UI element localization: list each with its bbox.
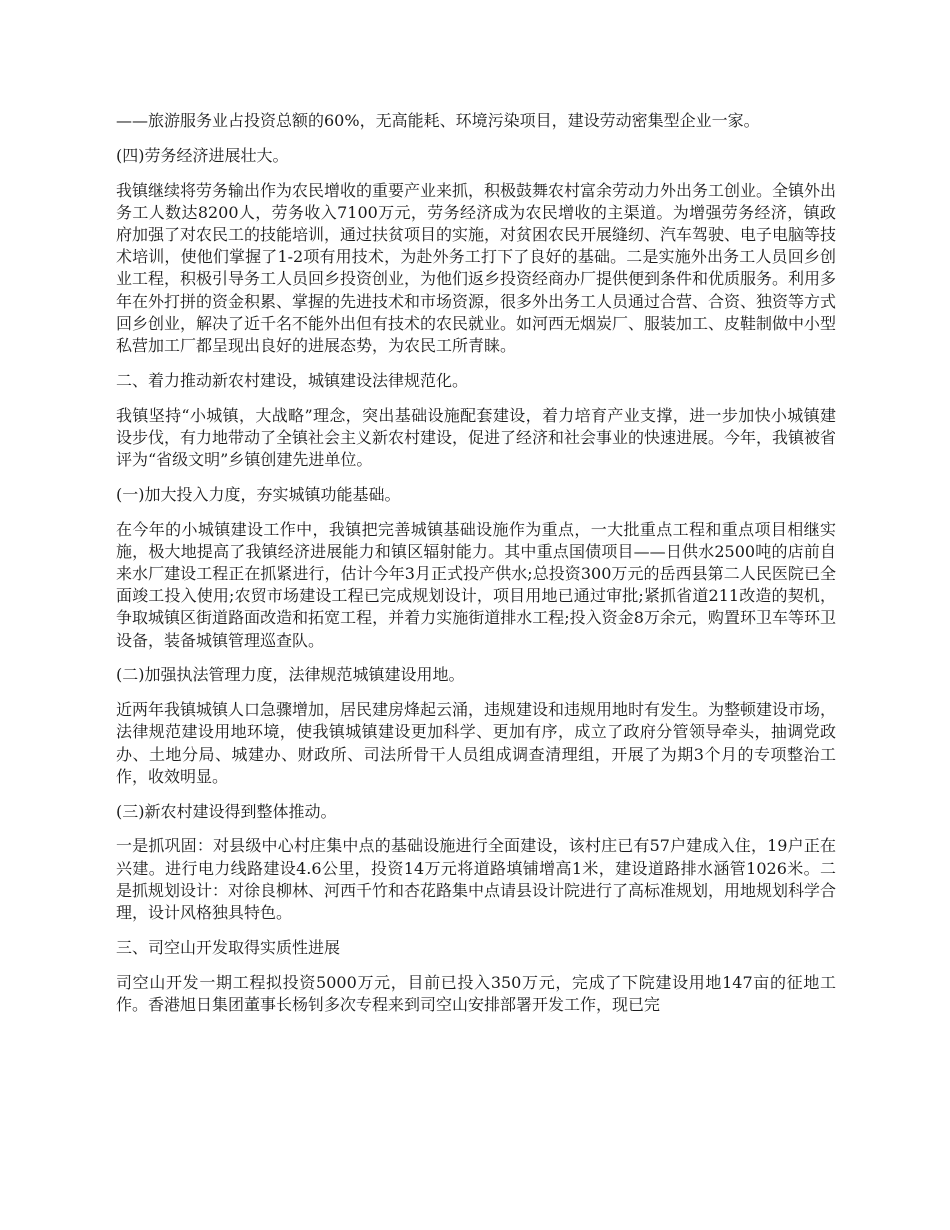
paragraph-infrastructure-projects: 在今年的小城镇建设工作中，我镇把完善城镇基础设施作为重点，一大批重点工程和重点项目相继实施，极大地提高了我镇经济进展能力和镇区辐射能力。其中重点国债项目——日供水2500吨的店前自来水厂建设工程正在抓紧进行，估计今年3月正式投产供水;总投资300万元的岳西县第二人民医院已全面竣工投入使用;农贸市场建设工程已完成规划设计，项目用地已通过审批;紧抓省道211改造的契机，争取城镇区街道路面改造和拓宽工程，并着力实施街道排水工程;投入资金8万余元，购置环卫车等环卫设备，装备城镇管理巡查队。 xyxy=(116,519,836,650)
document-body xyxy=(116,110,836,1029)
heading-law-enforcement: (二)加强执法管理力度，法律规范城镇建设用地。 xyxy=(116,665,465,685)
paragraph-small-town-strategy: 我镇坚持“小城镇，大战略”理念，突出基础设施配套建设，着力培育产业支撑，进一步加快小城镇建设步伐，有力地带动了全镇社会主义新农村建设，促进了经济和社会事业的快速进展。今年，我镇被省评为“省级文明”乡镇创建先进单位。 xyxy=(116,405,837,470)
heading-new-rural-construction: 二、着力推动新农村建设，城镇建设法律规范化。 xyxy=(116,370,469,390)
paragraph-village-planning: 一是抓巩固：对县级中心村庄集中点的基础设施进行全面建设，该村庄已有57户建成入住，19户正在兴建。进行电力线路建设4.6公里，投资14万元将道路填铺增高1米，建设道路排水涵管1026米。二是抓规划设计：对徐良柳林、河西千竹和杏花路集中点请县设计院进行了高标准规划，用地规划科学合理，设计风格独具特色。 xyxy=(116,836,837,923)
paragraph-construction-regulation: 近两年我镇城镇人口急骤增加，居民建房烽起云涌，违规建设和违规用地时有发生。为整顿建设市场，法律规范建设用地环境，使我镇城镇建设更加科学、更加有序，成立了政府分管领导牵头，抽调党政办、土地分局、城建办、财政所、司法所骨干人员组成调查清理组，开展了为期3个月的专项整治工作，收效明显。 xyxy=(116,700,837,786)
heading-rural-overall-progress: (三)新农村建设得到整体推动。 xyxy=(116,801,337,821)
heading-labor-economy: (四)劳务经济进展壮大。 xyxy=(116,145,289,165)
heading-increase-investment: (一)加大投入力度，夯实城镇功能基础。 xyxy=(116,484,401,504)
paragraph-sikong-development: 司空山开发一期工程拟投资5000万元，目前已投入350万元，完成了下院建设用地147亩的征地工作。香港旭日集团董事长杨钊多次专程来到司空山安排部署开发工作，现已完 xyxy=(116,972,836,1014)
paragraph-tourism-investment: ——旅游服务业占投资总额的60%，无高能耗、环境污染项目，建设劳动密集型企业一家。 xyxy=(116,111,760,130)
heading-sikong-mountain: 三、司空山开发取得实质性进展 xyxy=(116,937,341,957)
paragraph-labor-economy: 我镇继续将劳务输出作为农民增收的重要产业来抓，积极鼓舞农村富余劳动力外出务工创业。全镇外出务工人数达8200人，劳务收入7100万元，劳务经济成为农民增收的主渠道。为增强劳务经济，镇政府加强了对农民工的技能培训，通过扶贫项目的实施，对贫困农民开展缝纫、汽车驾驶、电子电脑等技术培训，使他们掌握了1-2项有用技术，为赴外务工打下了良好的基础。二是实施外出务工人员回乡创业工程，积极引导务工人员回乡投资创业，为他们返乡投资经商办厂提供便到条件和优质服务。利用多年在外打拼的资金积累、掌握的先进技术和市场资源，很多外出务工人员通过合营、合资、独资等方式回乡创业，解决了近千名不能外出但有技术的农民就业。如河西无烟炭厂、服装加工、皮鞋制做中小型私营加工厂都呈现出良好的进展态势，为农民工所青睐。 xyxy=(116,180,837,356)
